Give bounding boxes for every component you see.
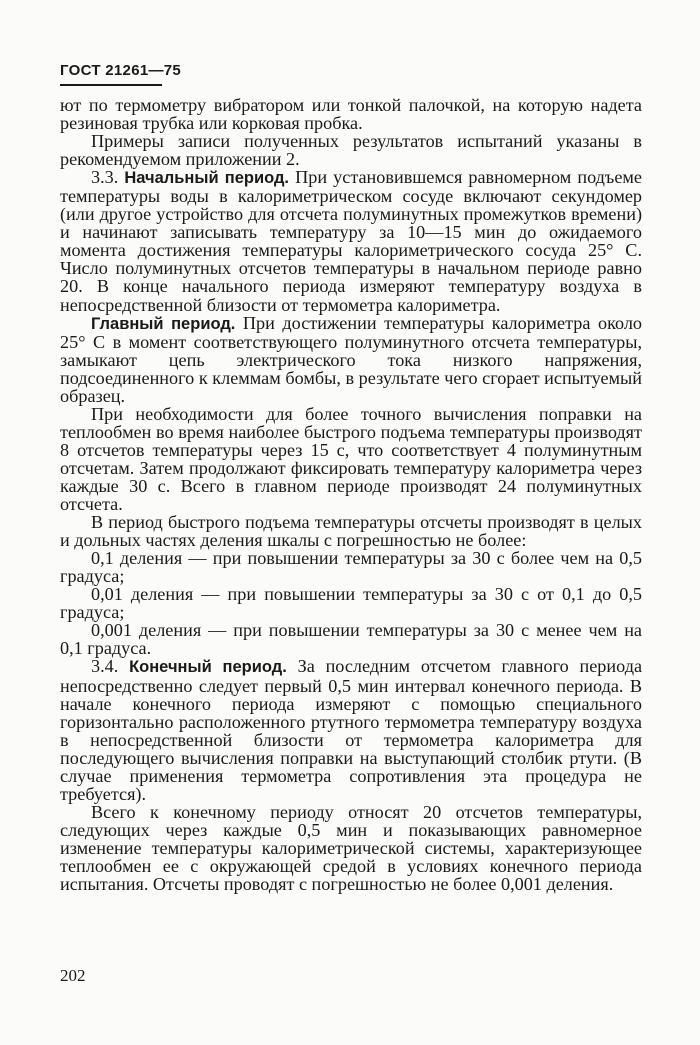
section-heading: Главный период. xyxy=(91,314,236,333)
section-number: 3.3. xyxy=(91,167,119,188)
main-period-paragraph xyxy=(60,314,642,405)
section-heading: Конечный период. xyxy=(129,658,287,677)
document-body xyxy=(60,96,642,893)
paragraph: Примеры записи полученных результатов испытаний указаны в рекомендуемом приложении 2. xyxy=(60,131,642,170)
header-rule xyxy=(60,84,162,86)
section-3-4 xyxy=(60,657,642,802)
paragraph: ют по термометру вибратором или тонкой палочкой, на которую надета резиновая трубка или корковая пробка. xyxy=(60,95,642,134)
list-item: 0,01 деления — при повышении температуры за 30 с от 0,1 до 0,5 градуса; xyxy=(60,584,642,623)
page-number: 202 xyxy=(60,966,86,985)
paragraph-text: За последним отсчетом главного периода непосредственно следует первый 0,5 мин интервал конечного периода. В начале конечного периода измеряют с помощью специального горизонтально расположенного ртутного термометра температуру воздуха в непосредственной близости от термометра калориметра для последующего вычисления поправки на выступающий столбик ртути. (В случае применения термометра сопротивления эта процедура не требуется). xyxy=(60,656,643,804)
standard-header: ГОСТ 21261—75 xyxy=(60,62,182,79)
section-heading: Начальный период. xyxy=(124,169,290,188)
paragraph: Всего к конечному периоду относят 20 отсчетов температуры, следующих через каждые 0,5 мин и показывающих равномерное изменение температуры калориметрической системы, характеризующее теплообмен ее с окружающей средой в условиях конечного периода испытания. Отсчеты проводят с погрешностью не более 0,001 деления. xyxy=(60,801,642,895)
paragraph: При необходимости для более точного вычисления поправки на теплообмен во время наиболее быстрого подъема температуры производят 8 отсчетов температуры через 15 с, что соответствует 4 полуминутным отсчетам. Затем продолжают фиксировать температуру калориметра через каждые 30 с. Всего в главном периоде производят 24 полуминутных отсчета. xyxy=(60,403,642,515)
list-item: 0,001 деления — при повышении температуры за 30 с менее чем на 0,1 градуса. xyxy=(60,620,642,659)
section-number: 3.4. xyxy=(91,656,119,677)
section-3-3 xyxy=(60,168,642,313)
list-item: 0,1 деления — при повышении температуры за 30 с более чем на 0,5 градуса; xyxy=(60,548,642,587)
paragraph: В период быстрого подъема температуры отсчеты производят в целых и дольных частях деления шкалы с погрешностью не более: xyxy=(60,512,642,551)
paragraph-text: При установившемся равномерном подъеме температуры воды в калориметрическом сосуде включают секундомер (или другое устройство для отсчета полуминутных промежутков времени) и начинают записывать температуру за 10—15 мин до ожидаемого момента достижения температуры калориметрического сосуда 25° С. Число полуминутных отсчетов температуры в начальном периоде равно 20. В конце начального периода измеряют температуру воздуха в непосредственной близости от термометра калориметра. xyxy=(60,167,642,315)
paragraph-text: При достижении температуры калориметра около 25° С в момент соответствующего полуминутного отсчета температуры, замыкают цепь электрического тока низкого напряжения, подсоединенного к клеммам бомбы, в результате чего сгорает испытуемый образец. xyxy=(60,312,643,406)
